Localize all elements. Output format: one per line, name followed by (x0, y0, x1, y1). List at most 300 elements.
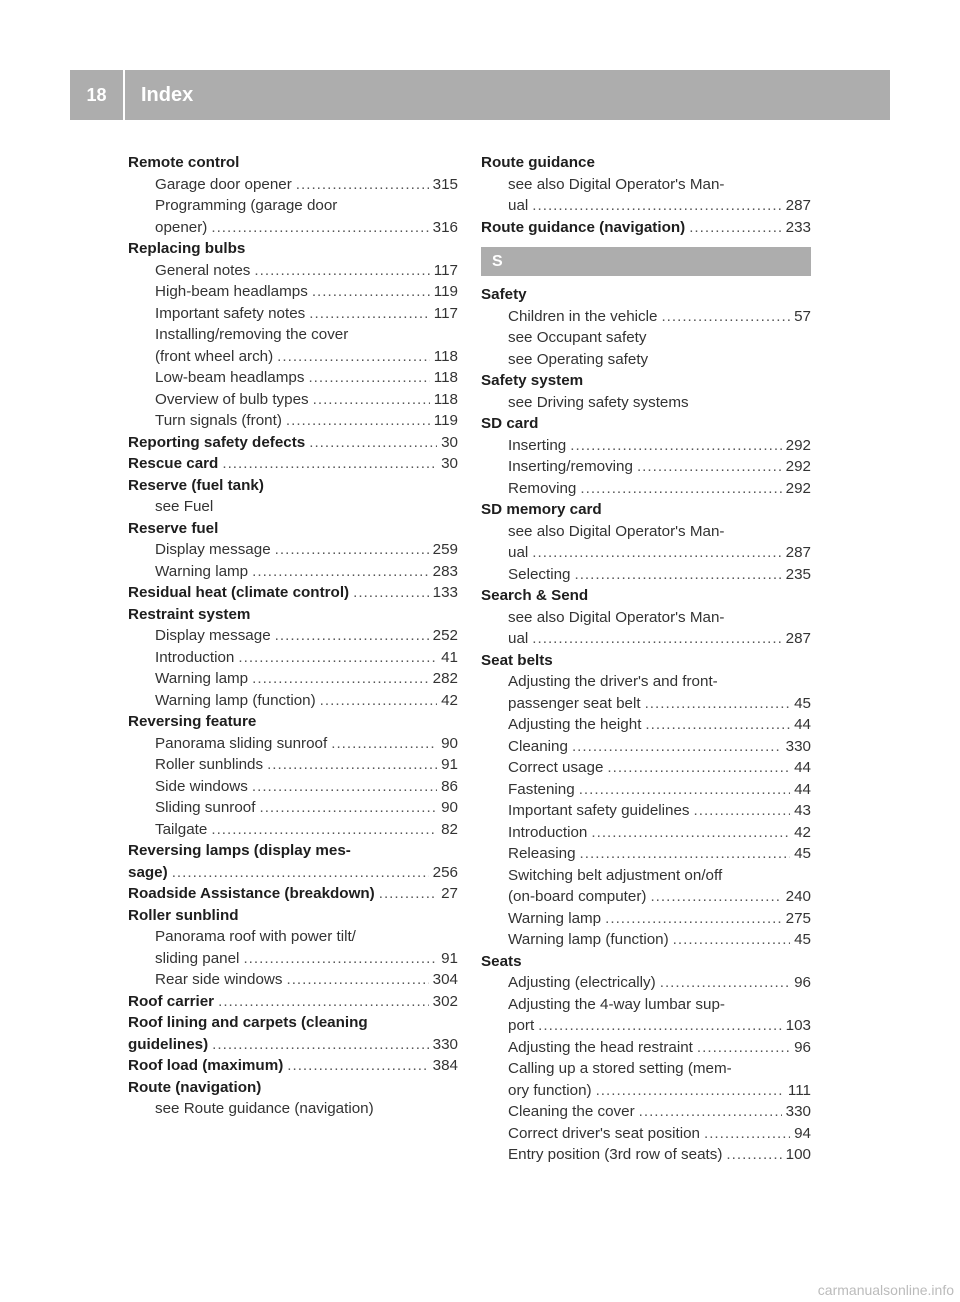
dot-leader (243, 948, 437, 970)
index-subentry (481, 929, 811, 951)
index-entry (481, 152, 811, 174)
entry-text: Reserve fuel (128, 519, 219, 537)
index-subentry (128, 281, 458, 303)
dot-leader (275, 625, 429, 647)
entry-text: Warning lamp (function) (508, 931, 669, 948)
index-subentry (128, 367, 458, 389)
entry-text: Route (navigation) (128, 1078, 262, 1096)
entry-text: Inserting/removing (508, 458, 633, 475)
entry-text: Display message (155, 541, 271, 558)
entry-text: Overview of bulb types (155, 390, 309, 408)
entry-page-number: 118 (433, 390, 458, 408)
dot-leader (689, 217, 781, 239)
entry-text: Roller sunblind (128, 906, 239, 924)
entry-text: Correct usage (508, 759, 604, 776)
dot-leader (252, 561, 429, 583)
entry-page-number: 94 (794, 1124, 811, 1142)
entry-page-number: 90 (441, 734, 458, 752)
dot-leader (607, 757, 790, 779)
dot-leader (309, 303, 430, 325)
entry-page-number: 43 (794, 802, 811, 819)
index-subentry (128, 389, 458, 411)
entry-page-number: 45 (794, 931, 811, 948)
entry-page-number: 292 (785, 479, 811, 497)
index-subentry (481, 757, 811, 779)
entry-page-number: 330 (432, 1035, 458, 1053)
entry-page-number: 287 (785, 630, 811, 647)
index-subentry (481, 865, 811, 887)
entry-text: Replacing bulbs (128, 240, 246, 257)
index-subentry (481, 1123, 811, 1145)
entry-page-number: 235 (785, 565, 811, 583)
index-subentry (481, 607, 811, 629)
entry-text: Roadside Assistance (breakdown) (128, 885, 375, 902)
entry-text: Adjusting (electrically) (508, 974, 656, 991)
entry-text: Introduction (155, 648, 235, 666)
index-subentry (481, 779, 811, 801)
entry-text: Seat belts (481, 651, 553, 669)
index-subentry (481, 327, 811, 349)
entry-text: see also Digital Operator's Man- (508, 175, 725, 193)
index-subentry (128, 926, 458, 948)
entry-page-number: 315 (432, 175, 458, 193)
index-subentry (481, 349, 811, 371)
index-subentry (481, 195, 811, 217)
entry-page-number: 119 (433, 412, 458, 429)
dot-leader (296, 174, 429, 196)
section-letter-bar: S (481, 247, 811, 276)
entry-text: Rear side windows (155, 971, 283, 988)
entry-page-number: 316 (432, 218, 458, 236)
entry-text: Side windows (155, 777, 248, 795)
entry-page-number: 118 (433, 347, 458, 365)
index-subentry (481, 521, 811, 543)
dot-leader (645, 714, 790, 736)
entry-text: Garage door opener (155, 175, 292, 193)
index-entry (128, 711, 458, 733)
index-entry (128, 518, 458, 540)
entry-text: Seats (481, 952, 522, 970)
index-subentry (481, 435, 811, 457)
entry-text: Important safety guidelines (508, 802, 690, 819)
index-subentry (481, 693, 811, 715)
dot-leader (309, 432, 437, 454)
entry-text: opener) (155, 218, 208, 236)
dot-leader (645, 693, 791, 715)
dot-leader (308, 367, 429, 389)
entry-text: Removing (508, 479, 577, 497)
entry-page-number: 44 (794, 780, 811, 798)
entry-text: Adjusting the driver's and front- (508, 673, 718, 690)
dot-leader (637, 456, 782, 478)
entry-text: Cleaning (508, 737, 568, 755)
index-entry (481, 413, 811, 435)
index-entry (128, 432, 458, 454)
entry-page-number: 44 (794, 759, 811, 776)
entry-text: see also Digital Operator's Man- (508, 608, 725, 626)
dot-leader (275, 539, 429, 561)
entry-text: passenger seat belt (508, 694, 641, 712)
entry-text: see Route guidance (navigation) (155, 1100, 374, 1117)
entry-text: Safety system (481, 372, 584, 389)
index-entry (128, 883, 458, 905)
entry-text: (on-board computer) (508, 888, 647, 905)
entry-page-number: 86 (441, 777, 458, 795)
entry-text: General notes (155, 261, 251, 279)
index-subentry (481, 822, 811, 844)
index-subentry (481, 714, 811, 736)
index-entry (128, 991, 458, 1013)
dot-leader (650, 886, 781, 908)
entry-text: SD card (481, 415, 539, 432)
entry-page-number: 111 (787, 1081, 811, 1099)
entry-text: Correct driver's seat position (508, 1124, 700, 1142)
index-subentry (128, 217, 458, 239)
entry-text: Reporting safety defects (128, 433, 306, 451)
index-subentry (128, 797, 458, 819)
entry-text: see Operating safety (508, 350, 649, 368)
entry-page-number: 292 (785, 436, 811, 454)
entry-page-number: 233 (785, 218, 811, 236)
entry-page-number: 240 (785, 888, 811, 905)
entry-page-number: 117 (433, 304, 458, 322)
dot-leader (211, 217, 428, 239)
dot-leader (222, 453, 437, 475)
entry-text: Reserve (fuel tank) (128, 476, 264, 494)
index-column-right (481, 152, 811, 1166)
entry-text: Roof lining and carpets (cleaning (128, 1014, 368, 1031)
index-subentry (128, 948, 458, 970)
dot-leader (694, 800, 791, 822)
entry-text: Inserting (508, 436, 567, 454)
entry-text: guidelines) (128, 1035, 209, 1053)
entry-page-number: 96 (794, 1038, 811, 1056)
index-subentry (128, 733, 458, 755)
entry-text: Adjusting the 4-way lumbar sup- (508, 995, 725, 1013)
dot-leader (353, 582, 429, 604)
entry-text: Children in the vehicle (508, 307, 658, 325)
entry-text: ory function) (508, 1081, 592, 1099)
index-entry (128, 582, 458, 604)
index-subentry (128, 174, 458, 196)
entry-text: Remote control (128, 154, 240, 171)
dot-leader (212, 1034, 428, 1056)
index-subentry (481, 174, 811, 196)
dot-leader (639, 1101, 782, 1123)
index-subentry (128, 754, 458, 776)
index-subentry (128, 410, 458, 432)
index-subentry (128, 625, 458, 647)
dot-leader (660, 972, 790, 994)
page-title: Index (141, 83, 194, 106)
entry-text: Route guidance (481, 154, 595, 171)
entry-text: Reversing feature (128, 713, 257, 730)
entry-page-number: 302 (432, 992, 458, 1010)
dot-leader (580, 478, 781, 500)
dot-leader (605, 908, 782, 930)
index-subentry (481, 478, 811, 500)
entry-text: Route guidance (navigation) (481, 218, 686, 236)
index-entry (481, 284, 811, 306)
entry-page-number: 330 (785, 1103, 811, 1120)
index-subentry (128, 195, 458, 217)
index-subentry (128, 668, 458, 690)
dot-leader (312, 281, 430, 303)
entry-page-number: 100 (785, 1146, 811, 1163)
entry-text: Adjusting the height (508, 716, 642, 733)
dot-leader (320, 690, 437, 712)
index-entry (128, 1055, 458, 1077)
entry-text: Panorama sliding sunroof (155, 734, 328, 752)
entry-page-number: 282 (432, 670, 458, 687)
dot-leader (172, 862, 429, 884)
dot-leader (661, 306, 790, 328)
entry-text: Calling up a stored setting (mem- (508, 1060, 732, 1077)
dot-leader (538, 1015, 781, 1037)
index-entry (481, 499, 811, 521)
index-subentry (481, 456, 811, 478)
entry-text: ual (508, 544, 529, 561)
index-entry (128, 862, 458, 884)
index-subentry (128, 539, 458, 561)
dot-leader (286, 969, 428, 991)
dot-leader (580, 843, 791, 865)
index-entry (128, 1077, 458, 1099)
entry-page-number: 91 (441, 949, 458, 967)
entry-text: Warning lamp (function) (155, 691, 316, 709)
dot-leader (238, 647, 437, 669)
index-entry (128, 475, 458, 497)
entry-text: ual (508, 630, 529, 647)
entry-text: Adjusting the head restraint (508, 1038, 693, 1056)
entry-text: see Fuel (155, 498, 214, 515)
index-entry (481, 650, 811, 672)
index-subentry (481, 1101, 811, 1123)
dot-leader (267, 754, 437, 776)
entry-text: Selecting (508, 565, 571, 583)
entry-text: port (508, 1017, 535, 1034)
index-subentry (128, 1098, 458, 1120)
dot-leader (532, 195, 781, 217)
entry-page-number: 30 (441, 433, 458, 451)
index-subentry (128, 776, 458, 798)
index-subentry (128, 346, 458, 368)
index-entry (128, 905, 458, 927)
entry-text: Installing/removing the cover (155, 326, 349, 343)
entry-text: Roof carrier (128, 992, 215, 1010)
index-subentry (128, 496, 458, 518)
index-subentry (481, 843, 811, 865)
index-subentry (481, 392, 811, 414)
index-subentry (481, 306, 811, 328)
entry-page-number: 90 (441, 799, 458, 816)
dot-leader (218, 991, 429, 1013)
entry-text: Turn signals (front) (155, 412, 282, 429)
entry-page-number: 256 (432, 863, 458, 881)
index-entry (481, 217, 811, 239)
index-subentry (481, 1144, 811, 1166)
entry-text: Display message (155, 627, 271, 644)
dot-leader (697, 1037, 790, 1059)
entry-text: ual (508, 197, 529, 214)
entry-text: Residual heat (climate control) (128, 584, 350, 601)
dot-leader (287, 1055, 428, 1077)
dot-leader (532, 628, 781, 650)
entry-text: Restraint system (128, 605, 251, 623)
index-subentry (128, 324, 458, 346)
index-subentry (128, 260, 458, 282)
index-subentry (481, 1080, 811, 1102)
entry-text: Important safety notes (155, 304, 306, 322)
entry-text: High-beam headlamps (155, 283, 308, 300)
entry-text: Sliding sunroof (155, 799, 256, 816)
index-subentry (481, 736, 811, 758)
entry-page-number: 45 (794, 694, 811, 712)
dot-leader (574, 564, 781, 586)
entry-page-number: 42 (794, 823, 811, 841)
index-subentry (128, 303, 458, 325)
index-subentry (481, 1058, 811, 1080)
index-subentry (481, 1015, 811, 1037)
index-entry (481, 585, 811, 607)
entry-text: Releasing (508, 845, 576, 862)
entry-list-left (128, 152, 458, 1120)
index-subentry (481, 908, 811, 930)
entry-page-number: 133 (432, 584, 458, 601)
entry-page-number: 292 (785, 458, 811, 475)
index-subentry (481, 972, 811, 994)
entry-text: Warning lamp (155, 670, 249, 687)
entry-page-number: 252 (432, 627, 458, 644)
entry-page-number: 117 (433, 261, 458, 279)
entry-text: (front wheel arch) (155, 347, 274, 365)
dot-leader (379, 883, 437, 905)
dot-leader (591, 822, 790, 844)
dot-leader (532, 542, 781, 564)
entry-text: Low-beam headlamps (155, 369, 305, 386)
entry-text: Reversing lamps (display mes- (128, 842, 351, 859)
entry-page-number: 30 (441, 455, 458, 472)
entry-page-number: 119 (433, 283, 458, 300)
entry-page-number: 384 (432, 1057, 458, 1074)
entry-text: Safety (481, 286, 527, 303)
watermark: carmanualsonline.info (817, 1282, 954, 1298)
index-entry (128, 238, 458, 260)
entry-page-number: 27 (441, 885, 458, 902)
entry-page-number: 259 (432, 541, 458, 558)
index-subentry (481, 800, 811, 822)
entry-page-number: 275 (785, 909, 811, 927)
index-subentry (128, 647, 458, 669)
entry-text: Cleaning the cover (508, 1103, 635, 1120)
entry-page-number: 96 (794, 974, 811, 991)
index-subentry (128, 819, 458, 841)
dot-leader (254, 260, 429, 282)
dot-leader (726, 1144, 781, 1166)
entry-text: Warning lamp (155, 562, 249, 580)
index-subentry (481, 994, 811, 1016)
entry-page-number: 283 (432, 562, 458, 580)
entry-page-number: 330 (785, 737, 811, 755)
dot-leader (252, 668, 429, 690)
page-number: 18 (70, 70, 125, 120)
entry-page-number: 287 (785, 544, 811, 561)
index-subentry (481, 671, 811, 693)
dot-leader (596, 1080, 784, 1102)
entry-page-number: 44 (794, 716, 811, 733)
dot-leader (313, 389, 430, 411)
dot-leader (277, 346, 430, 368)
index-entry (128, 152, 458, 174)
dot-leader (570, 435, 781, 457)
entry-page-number: 287 (785, 197, 811, 214)
entry-page-number: 41 (441, 648, 458, 666)
index-subentry (481, 564, 811, 586)
index-entry (481, 370, 811, 392)
entry-text: Tailgate (155, 820, 208, 838)
dot-leader (252, 776, 437, 798)
entry-text: Fastening (508, 780, 575, 798)
index-subentry (128, 690, 458, 712)
index-entry (128, 604, 458, 626)
entry-text: Switching belt adjustment on/off (508, 866, 723, 884)
entry-text: sage) (128, 863, 168, 881)
index-entry (128, 1012, 458, 1034)
dot-leader (259, 797, 437, 819)
entry-text: sliding panel (155, 949, 240, 967)
entry-text: Rescue card (128, 455, 219, 472)
index-subentry (481, 886, 811, 908)
index-entry (481, 951, 811, 973)
index-subentry (128, 561, 458, 583)
entry-text: Warning lamp (508, 909, 602, 927)
entry-text: Entry position (3rd row of seats) (508, 1146, 723, 1163)
entry-page-number: 304 (432, 971, 458, 988)
dot-leader (572, 736, 782, 758)
dot-leader (673, 929, 790, 951)
dot-leader (286, 410, 430, 432)
index-column-left (128, 152, 458, 1120)
dot-leader (331, 733, 437, 755)
index-entry (128, 453, 458, 475)
dot-leader (579, 779, 790, 801)
entry-list-right-bottom (481, 284, 811, 1166)
entry-text: Search & Send (481, 587, 589, 604)
index-subentry (481, 628, 811, 650)
entry-page-number: 45 (794, 845, 811, 862)
index-subentry (481, 1037, 811, 1059)
index-entry (128, 840, 458, 862)
dot-leader (211, 819, 437, 841)
dot-leader (704, 1123, 790, 1145)
entry-page-number: 57 (794, 307, 811, 325)
entry-text: Panorama roof with power tilt/ (155, 928, 356, 945)
index-entry (128, 1034, 458, 1056)
entry-page-number: 82 (441, 820, 458, 838)
entry-page-number: 118 (433, 369, 458, 386)
entry-page-number: 42 (441, 691, 458, 709)
entry-text: see also Digital Operator's Man- (508, 522, 725, 540)
entry-text: SD memory card (481, 501, 602, 518)
index-subentry (128, 969, 458, 991)
entry-list-right-top (481, 152, 811, 238)
entry-text: Introduction (508, 823, 588, 841)
entry-text: Roller sunblinds (155, 756, 264, 773)
index-subentry (481, 542, 811, 564)
entry-page-number: 91 (441, 756, 458, 773)
entry-text: see Occupant safety (508, 329, 647, 346)
entry-page-number: 103 (785, 1017, 811, 1034)
